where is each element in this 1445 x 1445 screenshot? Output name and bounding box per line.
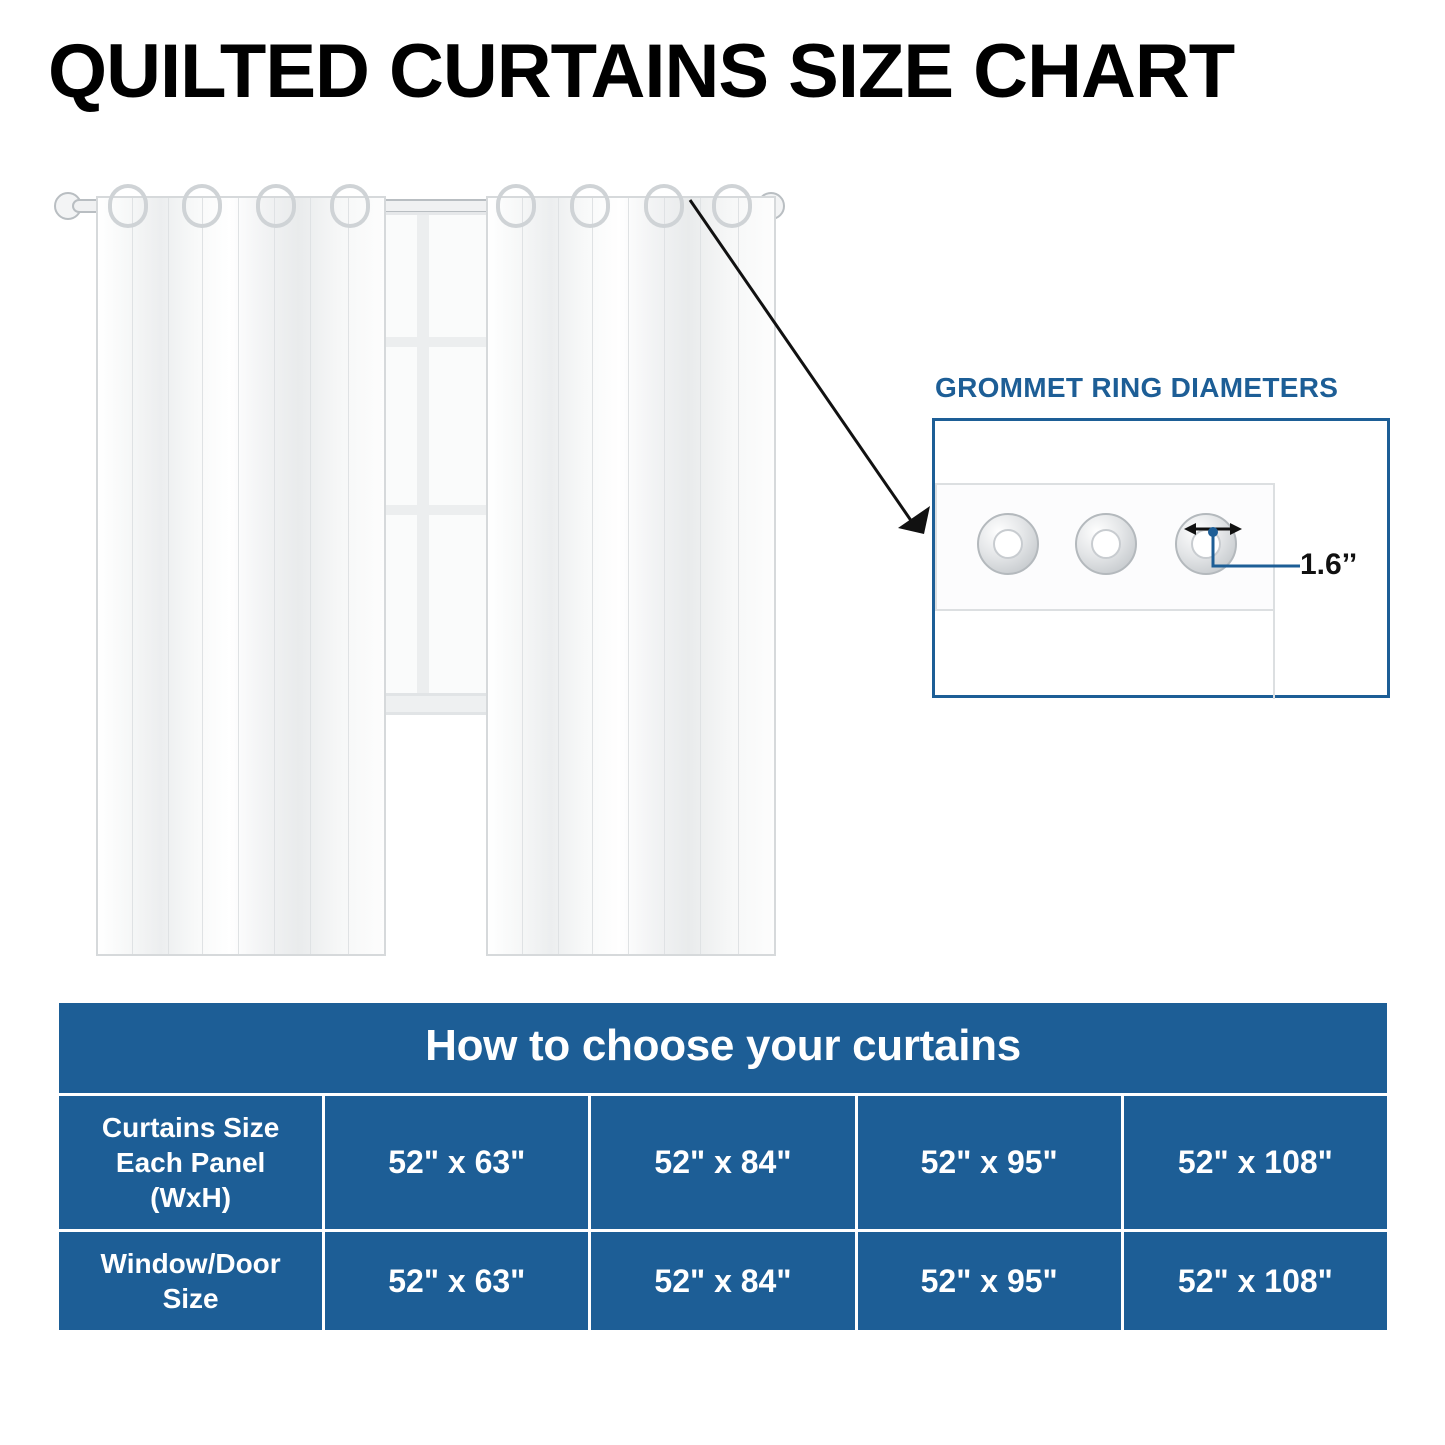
table-cell: 52" x 84" <box>590 1095 856 1231</box>
curtain-panel-left <box>96 196 386 956</box>
size-chart-table <box>56 1000 1390 1333</box>
grommet-ring-icon <box>1175 513 1237 575</box>
grommet-ring-icon <box>977 513 1039 575</box>
grommet-ring-icon <box>330 184 370 228</box>
row-header-line: Size <box>162 1283 219 1314</box>
row-header-line: Window/Door <box>100 1248 281 1279</box>
grommet-ring-icon <box>570 184 610 228</box>
table-row <box>58 1231 1389 1332</box>
grommet-ring-icon <box>256 184 296 228</box>
grommet-ring-icon <box>496 184 536 228</box>
page-title: QUILTED CURTAINS SIZE CHART <box>48 29 1235 114</box>
row-header-curtain-size <box>58 1095 324 1231</box>
table-cell: 52" x 95" <box>856 1095 1122 1231</box>
grommet-ring-icon <box>108 184 148 228</box>
grommet-detail-heading: GROMMET RING DIAMETERS <box>935 372 1339 403</box>
grommet-diameter-label: 1.6’’ <box>1300 548 1358 581</box>
row-header-line: Curtains Size <box>101 1112 280 1143</box>
table-cell: 52" x 95" <box>856 1231 1122 1332</box>
table-cell: 52" x 84" <box>590 1231 856 1332</box>
table-title: How to choose your curtains <box>58 1002 1389 1095</box>
row-header-window-size <box>58 1231 324 1332</box>
table-cell: 52" x 63" <box>324 1231 590 1332</box>
table-row <box>58 1095 1389 1231</box>
grommet-ring-icon <box>182 184 222 228</box>
table-cell: 52" x 108" <box>1122 1095 1388 1231</box>
table-cell: 52" x 108" <box>1122 1231 1388 1332</box>
window-mullion-vertical <box>417 215 429 701</box>
grommet-ring-icon <box>644 184 684 228</box>
curtain-panel-right <box>486 196 776 956</box>
grommet-ring-icon <box>712 184 752 228</box>
grommet-fabric-band-right <box>1273 483 1393 699</box>
table-title-row <box>58 1002 1389 1095</box>
grommet-ring-icon <box>1075 513 1137 575</box>
row-header-line: Each Panel <box>115 1147 266 1178</box>
table-cell: 52" x 63" <box>324 1095 590 1231</box>
row-header-line: (WxH) <box>150 1182 232 1213</box>
